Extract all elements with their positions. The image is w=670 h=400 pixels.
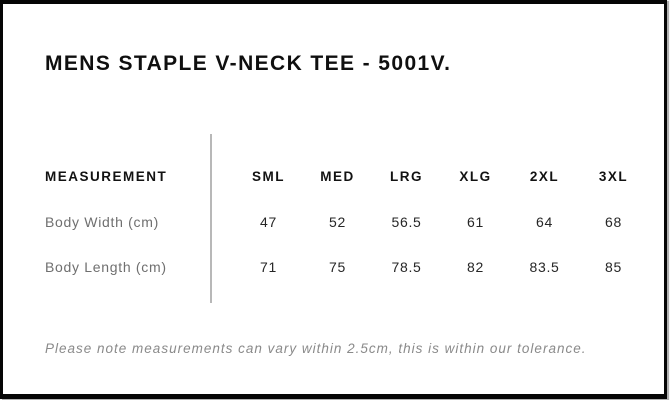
size-header-sml: SML [252,169,285,184]
measurement-value: 61 [467,213,484,230]
measurement-value: 83.5 [529,258,560,275]
measurement-row-label: Body Length (cm) [45,258,167,275]
measurement-value: 68 [605,213,622,230]
size-header-2xl: 2XL [529,169,560,184]
product-title: MENS STAPLE V-NECK TEE - 5001V. [45,52,452,75]
measurement-column-header: MEASUREMENT [45,169,168,184]
measurement-value: 52 [329,213,346,230]
size-header-lrg: LRG [390,169,423,184]
measurement-value: 75 [329,258,346,275]
size-header-3xl: 3XL [598,169,629,184]
size-chart-table [45,154,648,289]
measurement-value: 82 [467,258,484,275]
measurement-value: 85 [605,258,622,275]
measurement-row-label: Body Width (cm) [45,213,159,230]
size-header-xlg: XLG [459,169,492,184]
measurement-value: 64 [536,213,553,230]
size-header-med: MED [320,169,355,184]
measurement-value: 78.5 [391,258,422,275]
tolerance-note: Please note measurements can vary within 2.5cm, this is within our tolerance. [45,341,587,356]
measurement-value: 56.5 [391,213,422,230]
measurement-value: 71 [260,258,277,275]
measurement-value: 47 [260,213,277,230]
